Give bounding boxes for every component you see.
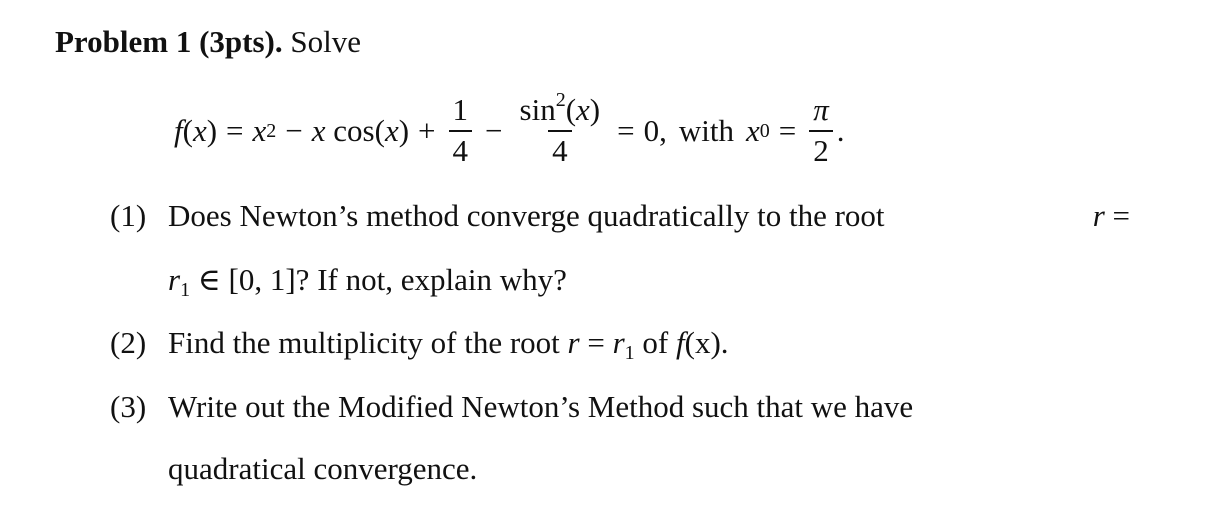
q2-arg: (x). <box>684 325 729 360</box>
eq-period: . <box>836 113 845 148</box>
q2-f: f <box>676 325 685 360</box>
q2-line <box>168 325 729 364</box>
frac3-denominator: 2 <box>809 130 833 168</box>
q1-line2 <box>168 262 567 301</box>
eq-x0: x <box>745 113 760 148</box>
fraction-one-quarter <box>449 94 473 167</box>
q1-rest: If not, explain why? <box>317 262 567 297</box>
eq-lparen: ( <box>182 113 193 148</box>
q2-label: (2) <box>110 325 147 360</box>
eq-x3: x <box>311 113 326 148</box>
problem-heading-line <box>55 24 361 60</box>
frac1-denominator: 4 <box>449 130 473 168</box>
q3-label: (3) <box>110 389 147 424</box>
eq-rparen: ) <box>206 113 218 148</box>
eq-rparen3: ) <box>589 92 601 128</box>
q1-label: (1) <box>110 198 147 233</box>
eq-minus2: − <box>485 113 503 148</box>
eq-lparen3: ( <box>565 92 577 128</box>
eq-with: with <box>678 113 734 148</box>
eq-x4: x <box>384 113 399 148</box>
frac3-numerator: π <box>813 92 829 128</box>
eq-equals3: = <box>778 113 797 148</box>
q1-r1-sub: 1 <box>180 279 191 301</box>
fraction-pi-half <box>809 94 833 167</box>
q2-r1: r <box>612 325 625 360</box>
eq-lparen2: ( <box>374 113 385 148</box>
q2-eq: = <box>587 325 605 360</box>
eq-zero: 0, <box>643 113 667 148</box>
q1-r1: r <box>168 262 181 297</box>
eq-x2: x <box>252 113 267 148</box>
q3-text: Write out the Modified Newton’s Method such that we have <box>168 389 914 424</box>
q1-in: ∈ <box>197 262 221 297</box>
frac2-numerator <box>516 89 605 130</box>
eq-minus: − <box>285 113 303 148</box>
eq-plus: + <box>418 113 436 148</box>
frac1-numerator: 1 <box>452 92 469 128</box>
eq-cos: cos <box>333 113 375 148</box>
eq-f: f <box>174 113 183 148</box>
eq-rparen2: ) <box>398 113 410 148</box>
q2-of: of <box>642 325 669 360</box>
q3-text2: quadratical convergence. <box>168 451 478 486</box>
q2-r1-sub: 1 <box>624 342 635 364</box>
equation: f ( x ) = x 2 − x cos ( x ) + $\frac{1}{4}$ − $\frac{\sin^2(x)}{4}$ = 0, with x 0 = $\frac{\pi}{2}$ . <box>174 89 845 168</box>
q3-line1 <box>168 389 1130 425</box>
eq-x5: x <box>576 92 590 128</box>
frac2-denominator: 4 <box>548 130 572 168</box>
fraction-sin-squared <box>516 89 605 168</box>
eq-equals: = <box>226 113 244 148</box>
q1-line1 <box>168 198 1130 234</box>
problem-lead: Solve <box>290 24 361 59</box>
q1-interval: [0, 1]? <box>228 262 310 297</box>
q2-text: Find the multiplicity of the root <box>168 325 560 360</box>
problem-heading: Problem 1 (3pts). <box>55 24 283 59</box>
q3-line2 <box>168 451 477 487</box>
eq-sin-square: 2 <box>555 89 566 112</box>
q1-r: r <box>1092 198 1105 233</box>
q1-text: Does Newton’s method converge quadratically to the root <box>168 198 885 233</box>
eq-sin: sin <box>519 92 556 128</box>
eq-x: x <box>192 113 207 148</box>
q1-eq: = <box>1112 198 1130 233</box>
q2-r: r <box>567 325 580 360</box>
eq-equals2: = <box>617 113 635 148</box>
